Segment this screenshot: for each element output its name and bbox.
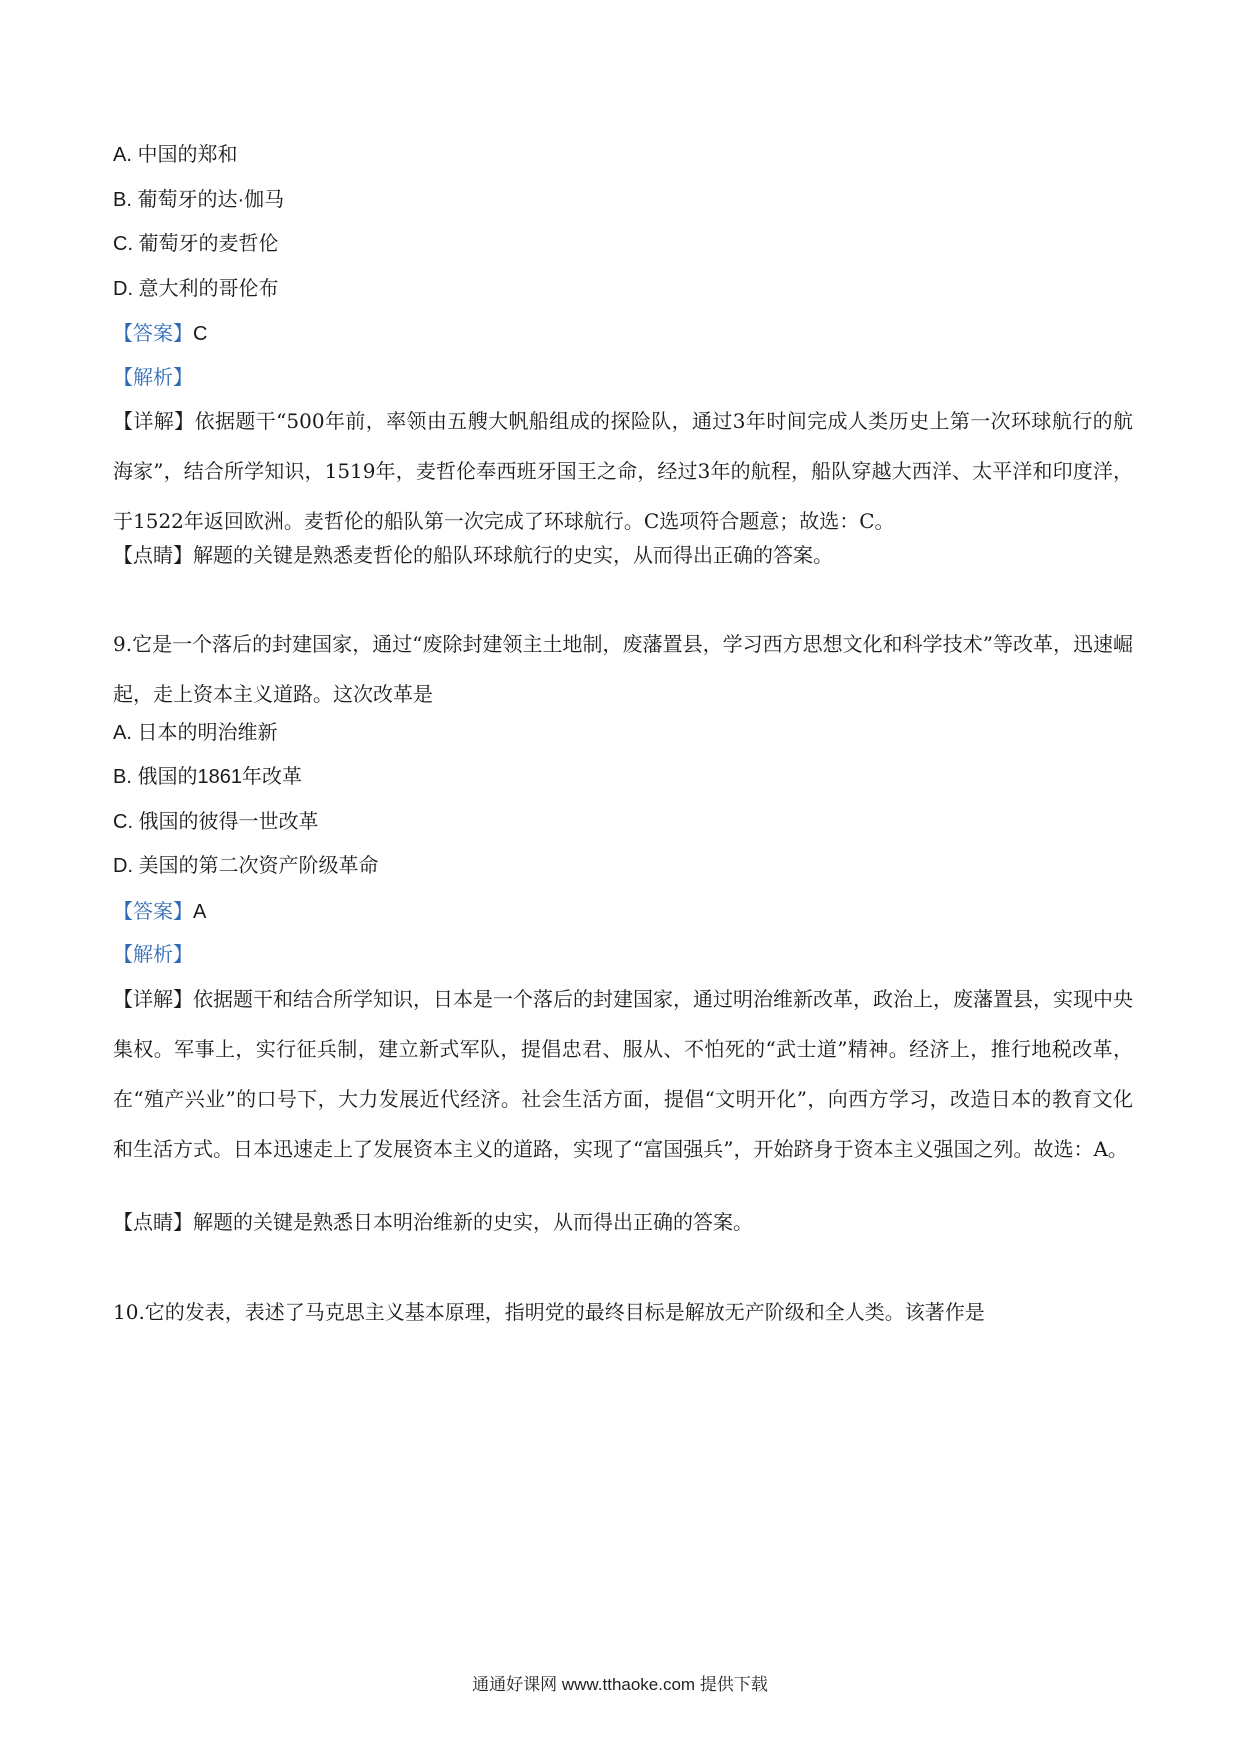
q8-option-c: C. 葡萄牙的麦哲伦 bbox=[113, 233, 279, 255]
q9-answer-value: A bbox=[193, 901, 207, 923]
q9-answer bbox=[113, 897, 206, 926]
q9-option-d: D. 美国的第二次资产阶级革命 bbox=[113, 855, 379, 877]
q8-answer bbox=[113, 319, 207, 348]
q9-point-text: 解题的关键是熟悉日本明治维新的史实，从而得出正确的答案。 bbox=[193, 1210, 753, 1234]
q9-option-b: B. 俄国的1861年改革 bbox=[113, 766, 302, 788]
q9-detail-text: 依据题干和结合所学知识，日本是一个落后的封建国家，通过明治维新改革，政治上，废藩置县，实现中央集权。军事上，实行征兵制，建立新式军队，提倡忠君、服从、不怕死的“武士道”精神。经济上，推行地税改革，在“殖产兴业”的口号下，大力发展近代经济。社会生活方面，提倡“文明开化”，向西方学习，改造日本的教育文化和生活方式。日本迅速走上了发展资本主义的道路，实现了“富国强兵”，开始跻身于资本主义强国之列。故选：A。 bbox=[113, 987, 1133, 1161]
page-footer: 通通好课网 www.tthaoke.com 提供下载 bbox=[472, 1675, 768, 1694]
q9-detail bbox=[113, 974, 1133, 1174]
q8-option-b: B. 葡萄牙的达·伽马 bbox=[113, 189, 285, 211]
q9-detail-tag: 【详解】 bbox=[113, 987, 193, 1011]
q9-answer-tag: 【答案】 bbox=[113, 901, 193, 923]
q8-analysis-tag: 【解析】 bbox=[113, 367, 193, 389]
q9-stem: 9.它是一个落后的封建国家，通过“废除封建领主土地制，废藩置县，学习西方思想文化和科学技术”等改革，迅速崛起，走上资本主义道路。这次改革是 bbox=[113, 632, 1133, 706]
document-page bbox=[113, 0, 1133, 1754]
q8-point bbox=[113, 541, 833, 569]
q8-point-text: 解题的关键是熟悉麦哲伦的船队环球航行的史实，从而得出正确的答案。 bbox=[193, 543, 833, 567]
q8-answer-tag: 【答案】 bbox=[113, 323, 193, 345]
q8-option-a: A. 中国的郑和 bbox=[113, 144, 238, 166]
q8-point-tag: 【点睛】 bbox=[113, 543, 193, 567]
q9-analysis-tag: 【解析】 bbox=[113, 944, 193, 966]
q8-detail-text: 依据题干“500年前，率领由五艘大帆船组成的探险队，通过3年时间完成人类历史上第一次环球航行的航海家”，结合所学知识，1519年，麦哲伦奉西班牙国王之命，经过3年的航程，船队穿越大西洋、太平洋和印度洋，于1522年返回欧洲。麦哲伦的船队第一次完成了环球航行。C选项符合题意；故选：C。 bbox=[113, 409, 1134, 533]
q8-detail bbox=[113, 396, 1133, 546]
q9-point bbox=[113, 1208, 753, 1236]
q9-option-c: C. 俄国的彼得一世改革 bbox=[113, 811, 319, 833]
q9-option-a: A. 日本的明治维新 bbox=[113, 722, 278, 744]
q9-point-tag: 【点睛】 bbox=[113, 1210, 193, 1234]
q10-stem: 10.它的发表，表述了马克思主义基本原理，指明党的最终目标是解放无产阶级和全人类。该著作是 bbox=[113, 1300, 985, 1324]
q8-option-d: D. 意大利的哥伦布 bbox=[113, 278, 279, 300]
q8-answer-value: C bbox=[193, 323, 208, 345]
q8-detail-tag: 【详解】 bbox=[113, 409, 195, 433]
